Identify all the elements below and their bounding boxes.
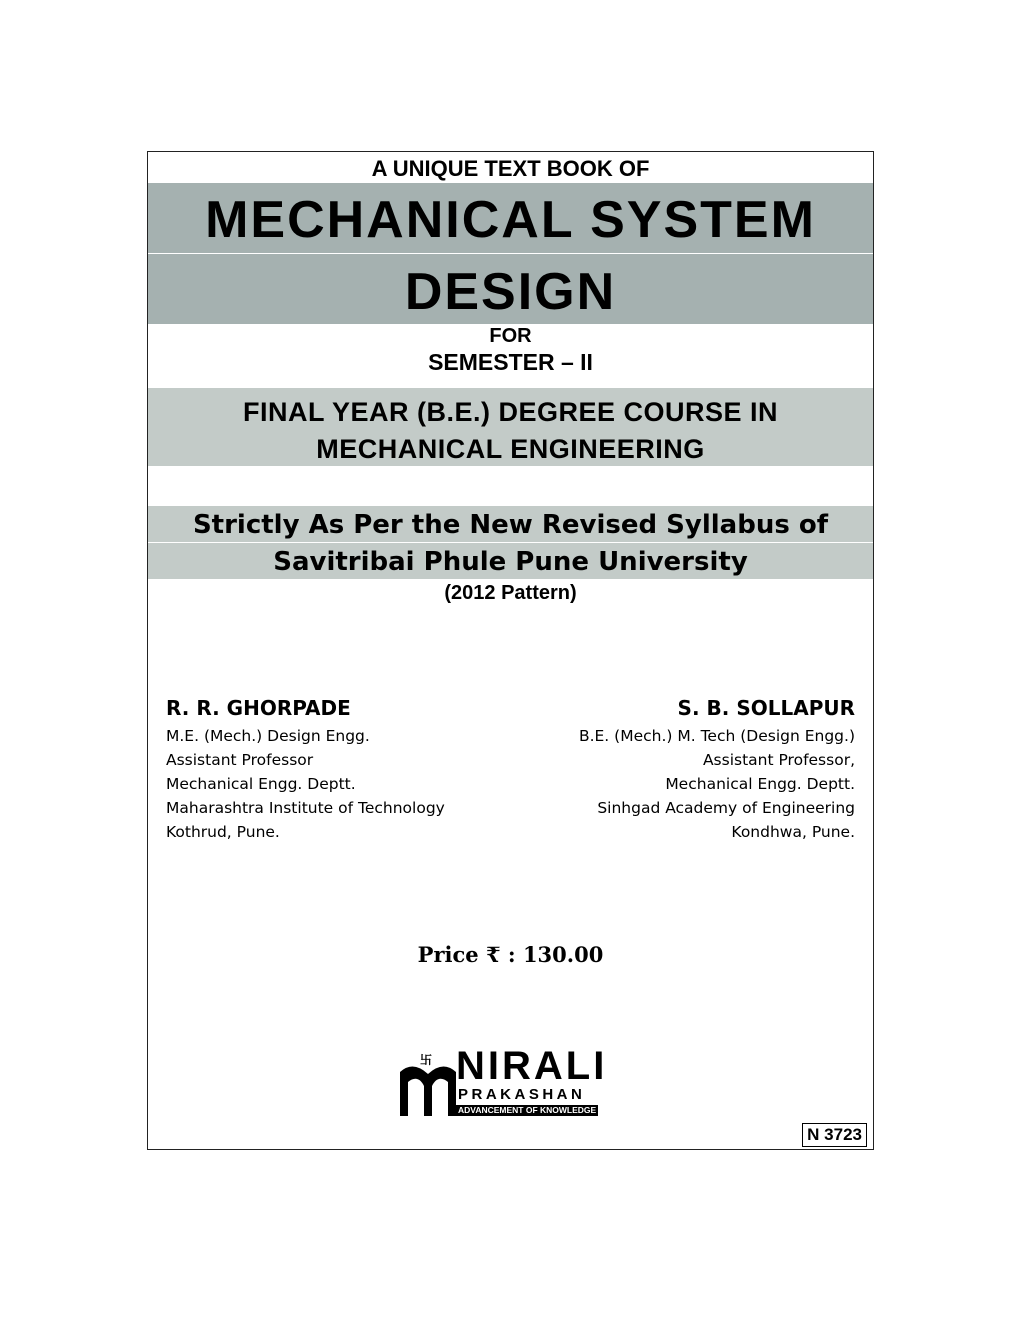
semester-label: SEMESTER – II <box>428 349 593 375</box>
cover-frame <box>147 151 874 1150</box>
book-emblem-icon <box>398 1052 458 1118</box>
author-name: S. B. SOLLAPUR <box>677 696 855 720</box>
author-detail: Kothrud, Pune. <box>166 823 280 841</box>
for-label: FOR <box>489 325 532 347</box>
author-detail: Assistant Professor, <box>702 751 855 769</box>
book-title-line1: MECHANICAL SYSTEM <box>205 191 816 249</box>
book-code: N 3723 <box>802 1123 867 1147</box>
pattern-label: (2012 Pattern) <box>444 582 577 604</box>
publisher-sub: PRAKASHAN <box>458 1086 586 1103</box>
publisher-name: NIRALI <box>456 1044 608 1088</box>
author-detail: B.E. (Mech.) M. Tech (Design Engg.) <box>578 727 855 745</box>
author-detail: M.E. (Mech.) Design Engg. <box>166 727 370 745</box>
author-2 <box>579 696 855 844</box>
course-title: FINAL YEAR (B.E.) DEGREE COURSE IN MECHANICAL ENGINEERING <box>242 397 779 464</box>
author-detail: Sinhgad Academy of Engineering <box>597 799 855 817</box>
syllabus-line1: Strictly As Per the New Revised Syllabus of <box>192 510 829 540</box>
kicker-text: A UNIQUE TEXT BOOK OF <box>371 156 650 181</box>
publisher-tagline: ADVANCEMENT OF KNOWLEDGE <box>458 1105 597 1115</box>
author-detail: Mechanical Engg. Deptt. <box>166 775 356 793</box>
author-detail: Assistant Professor <box>166 751 314 769</box>
book-title-line2: DESIGN <box>404 263 617 321</box>
author-detail: Maharashtra Institute of Technology <box>166 799 445 817</box>
syllabus-line2: Savitribai Phule Pune University <box>273 547 748 577</box>
author-detail: Mechanical Engg. Deptt. <box>665 775 855 793</box>
author-detail: Kondhwa, Pune. <box>731 823 855 841</box>
publisher-logo <box>398 1044 623 1118</box>
price-label: Price ₹ : 130.00 <box>417 942 604 967</box>
svg-text:卐: 卐 <box>420 1053 433 1067</box>
author-1 <box>166 696 445 844</box>
author-name: R. R. GHORPADE <box>166 696 351 720</box>
